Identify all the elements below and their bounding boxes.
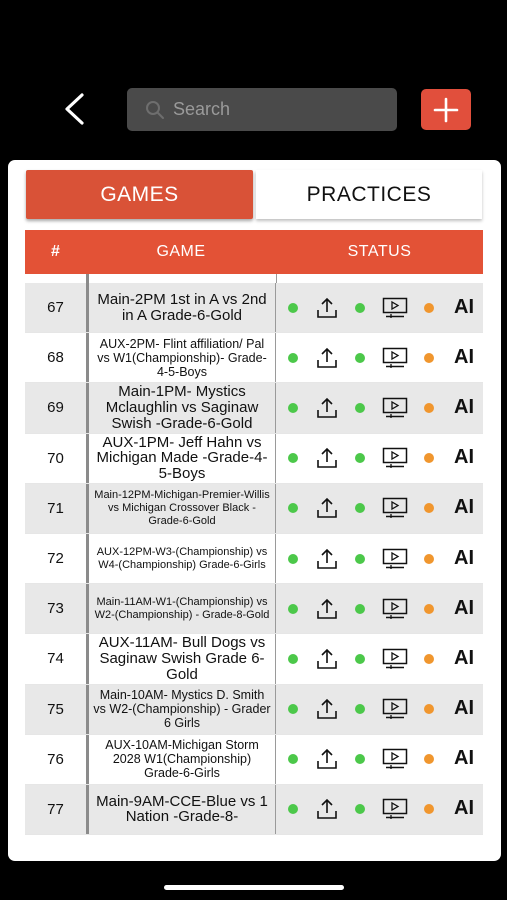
video-icon[interactable] <box>382 397 408 419</box>
row-number: 72 <box>47 550 64 568</box>
status-dot-orange <box>424 804 434 814</box>
ai-button[interactable]: AI <box>454 395 474 418</box>
table-row[interactable] <box>25 383 483 433</box>
status-dot-green <box>355 654 365 664</box>
upload-icon[interactable] <box>316 698 338 720</box>
table-row[interactable] <box>25 634 483 684</box>
video-icon[interactable] <box>382 347 408 369</box>
status-dot-green <box>355 754 365 764</box>
ai-button[interactable]: AI <box>454 496 474 519</box>
status-dot-green <box>288 654 298 664</box>
table-row[interactable] <box>25 484 483 534</box>
game-title[interactable]: AUX-2PM- Flint affiliation/ Pal vs W1(Championship)- Grade-4-5-Boys <box>86 333 276 382</box>
status-dot-green <box>355 704 365 714</box>
status-dot-green <box>355 604 365 614</box>
table-row[interactable] <box>25 685 483 735</box>
ai-button[interactable]: AI <box>454 797 474 820</box>
game-title[interactable]: Main-2PM 1st in A vs 2nd in A Grade-6-Gold <box>86 283 276 332</box>
upload-icon[interactable] <box>316 497 338 519</box>
video-icon[interactable] <box>382 548 408 570</box>
status-dot-green <box>288 303 298 313</box>
status-dot-green <box>288 453 298 463</box>
back-button[interactable] <box>58 88 94 130</box>
status-cell <box>276 333 483 382</box>
table-row[interactable] <box>25 785 483 835</box>
video-icon[interactable] <box>382 648 408 670</box>
plus-icon <box>433 97 459 123</box>
status-dot-orange <box>424 654 434 664</box>
status-dot-green <box>355 453 365 463</box>
row-number: 75 <box>47 700 64 718</box>
upload-icon[interactable] <box>316 798 338 820</box>
search-bar[interactable] <box>127 88 397 131</box>
tab-games[interactable]: GAMES <box>26 170 253 219</box>
status-dot-green <box>288 704 298 714</box>
status-dot-green <box>288 804 298 814</box>
status-dot-orange <box>424 453 434 463</box>
status-cell <box>276 283 483 332</box>
games-card <box>8 160 501 861</box>
status-dot-orange <box>424 403 434 413</box>
video-icon[interactable] <box>382 297 408 319</box>
games-table-body[interactable] <box>25 274 483 826</box>
segment-control <box>26 170 483 219</box>
ai-button[interactable]: AI <box>454 697 474 720</box>
header-status: STATUS <box>347 243 412 260</box>
status-dot-green <box>288 353 298 363</box>
game-title[interactable]: AUX-10AM-Michigan Storm 2028 W1(Championship) Grade-6-Girls <box>86 735 276 784</box>
status-dot-orange <box>424 554 434 564</box>
status-dot-green <box>355 353 365 363</box>
upload-icon[interactable] <box>316 347 338 369</box>
table-row[interactable] <box>25 283 483 333</box>
status-dot-orange <box>424 503 434 513</box>
status-dot-green <box>355 554 365 564</box>
status-dot-green <box>288 503 298 513</box>
row-number: 69 <box>47 399 64 417</box>
upload-icon[interactable] <box>316 648 338 670</box>
video-icon[interactable] <box>382 497 408 519</box>
row-number: 76 <box>47 750 64 768</box>
ai-button[interactable]: AI <box>454 747 474 770</box>
row-number: 71 <box>47 499 64 517</box>
game-title[interactable]: Main-1PM- Mystics Mclaughlin vs Saginaw Swish -Grade-6-Gold <box>86 383 276 432</box>
row-number: 67 <box>47 299 64 317</box>
row-number: 77 <box>47 800 64 818</box>
status-cell <box>276 383 483 432</box>
game-title[interactable]: AUX-12PM-W3-(Championship) vs W4-(Championship) Grade-6-Girls <box>86 534 276 583</box>
table-row[interactable] <box>25 534 483 584</box>
row-number: 73 <box>47 600 64 618</box>
status-dot-green <box>288 403 298 413</box>
game-title[interactable]: AUX-1PM- Jeff Hahn vs Michigan Made -Grade-4-5-Boys <box>86 434 276 483</box>
table-header <box>25 230 483 274</box>
search-icon <box>145 100 165 120</box>
status-cell <box>276 584 483 633</box>
upload-icon[interactable] <box>316 548 338 570</box>
status-cell <box>276 484 483 533</box>
tab-practices[interactable]: PRACTICES <box>256 170 482 219</box>
table-row[interactable] <box>25 333 483 383</box>
table-row[interactable] <box>25 735 483 785</box>
status-dot-orange <box>424 704 434 714</box>
upload-icon[interactable] <box>316 598 338 620</box>
game-title[interactable]: Main-10AM- Mystics D. Smith vs W2-(Championship) - Grader 6 Girls <box>86 685 276 734</box>
row-number: 70 <box>47 449 64 467</box>
ai-button[interactable]: AI <box>454 646 474 669</box>
status-dot-green <box>355 804 365 814</box>
ai-button[interactable]: AI <box>454 295 474 318</box>
video-icon[interactable] <box>382 798 408 820</box>
status-dot-orange <box>424 353 434 363</box>
game-title[interactable]: Main-12PM-Michigan-Premier-Willis vs Michigan Crossover Black - Grade-6-Gold <box>86 484 276 533</box>
status-dot-green <box>288 554 298 564</box>
top-bar <box>0 0 507 160</box>
video-icon[interactable] <box>382 447 408 469</box>
chevron-left-icon <box>58 88 94 130</box>
status-dot-green <box>355 403 365 413</box>
status-cell <box>276 785 483 834</box>
video-icon[interactable] <box>382 748 408 770</box>
ai-button[interactable]: AI <box>454 546 474 569</box>
status-dot-green <box>288 754 298 764</box>
table-row[interactable] <box>25 584 483 634</box>
status-cell <box>276 634 483 683</box>
upload-icon[interactable] <box>316 297 338 319</box>
ai-button[interactable]: AI <box>454 446 474 469</box>
add-button[interactable] <box>421 89 471 130</box>
upload-icon[interactable] <box>316 397 338 419</box>
status-cell <box>276 534 483 583</box>
video-icon[interactable] <box>382 698 408 720</box>
header-game: GAME <box>156 243 206 260</box>
game-title[interactable]: Main-11AM-W1-(Championship) vs W2-(Championship) - Grade-8-Gold <box>86 584 276 633</box>
scrolled-row-remnant <box>25 274 483 283</box>
games-list <box>25 283 483 835</box>
status-dot-green <box>288 604 298 614</box>
status-dot-orange <box>424 754 434 764</box>
row-number: 68 <box>47 349 64 367</box>
status-cell <box>276 434 483 483</box>
status-dot-orange <box>424 604 434 614</box>
status-dot-green <box>355 503 365 513</box>
upload-icon[interactable] <box>316 447 338 469</box>
home-indicator[interactable] <box>164 885 344 890</box>
upload-icon[interactable] <box>316 748 338 770</box>
status-cell <box>276 735 483 784</box>
ai-button[interactable]: AI <box>454 596 474 619</box>
status-dot-orange <box>424 303 434 313</box>
row-number: 74 <box>47 650 64 668</box>
ai-button[interactable]: AI <box>454 345 474 368</box>
search-input[interactable] <box>173 99 373 120</box>
game-title[interactable]: AUX-11AM- Bull Dogs vs Saginaw Swish Grade 6-Gold <box>86 634 276 683</box>
status-cell <box>276 685 483 734</box>
header-number: # <box>51 243 60 260</box>
video-icon[interactable] <box>382 598 408 620</box>
game-title[interactable]: Main-9AM-CCE-Blue vs 1 Nation -Grade-8- <box>86 785 276 834</box>
status-dot-green <box>355 303 365 313</box>
table-row[interactable] <box>25 434 483 484</box>
